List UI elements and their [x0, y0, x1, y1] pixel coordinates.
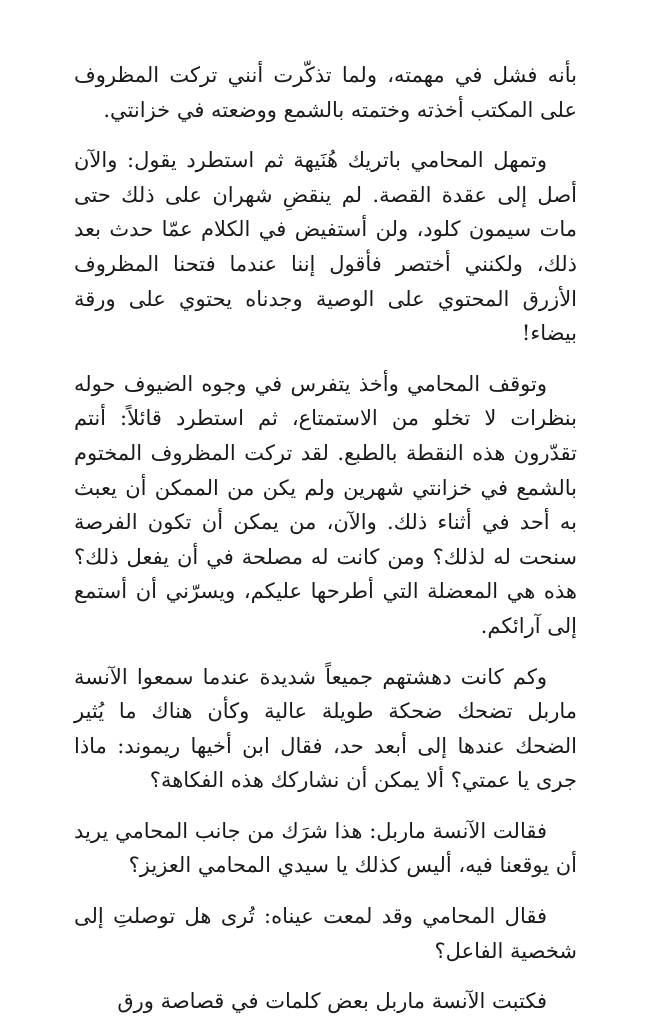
paragraph-5: فقالت الآنسة ماربل: هذا شرَك من جانب المحامي يريد أن يوقعنا فيه، أليس كذلك يا سيدي المحامي العزيز؟ — [74, 818, 577, 878]
paragraph-2: وتمهل المحامي باتريك هُنَيهة ثم استطرد يقول: والآن أصل إلى عقدة القصة. لم ينقضِ شهران على ذلك حتى مات سيمون كلود، ولن أستفيض في الكلام عمّا حدث بعد ذلك، ولكنني أختصر فأقول إننا عندما فتحنا المظروف الأزرق المحتوي على الوصية وجدناه يحتوي على ورقة بيضاء! — [74, 148, 577, 346]
paragraph-3: وتوقف المحامي وأخذ يتفرس في وجوه الضيوف حوله بنظرات لا تخلو من الاستمتاع، ثم استطرد قائلاً: أنتم تقدّرون هذه النقطة بالطبع. لقد تركت المظروف المختوم بالشمع في خزانتي شهرين ولم يكن من الممكن أن يعبث به أحد في أثناء ذلك. والآن، من يمكن أن تكون الفرصة سنحت له لذلك؟ ومن كانت له مصلحة في أن يفعل ذلك؟ هذه هي المعضلة التي أطرحها عليكم، ويسرّني أن أستمع إلى آرائكم. — [74, 371, 577, 638]
paragraph-7: فكتبت الآنسة ماربل بعض كلمات في قصاصة ورق — [117, 989, 547, 1014]
paragraph-6: فقال المحامي وقد لمعت عيناه: تُرى هل توصلتِ إلى شخصية الفاعل؟ — [74, 904, 577, 963]
paragraph-1: بأنه فشل في مهمته، ولما تذكّرت أنني تركت المظروف على المكتب أخذته وختمته بالشمع ووضعته في خزانتي. — [74, 63, 577, 122]
paragraph-4: وكم كانت دهشتهم جميعاً شديدة عندما سمعوا الآنسة ماربل تضحك ضحكة طويلة عالية وكأن هناك ما يُثير الضحك عندها إلى أبعد حد، فقال ابن أخيها ريموند: ماذا جرى يا عمتي؟ ألا يمكن أن نشاركك هذه الفكاهة؟ — [74, 664, 577, 793]
